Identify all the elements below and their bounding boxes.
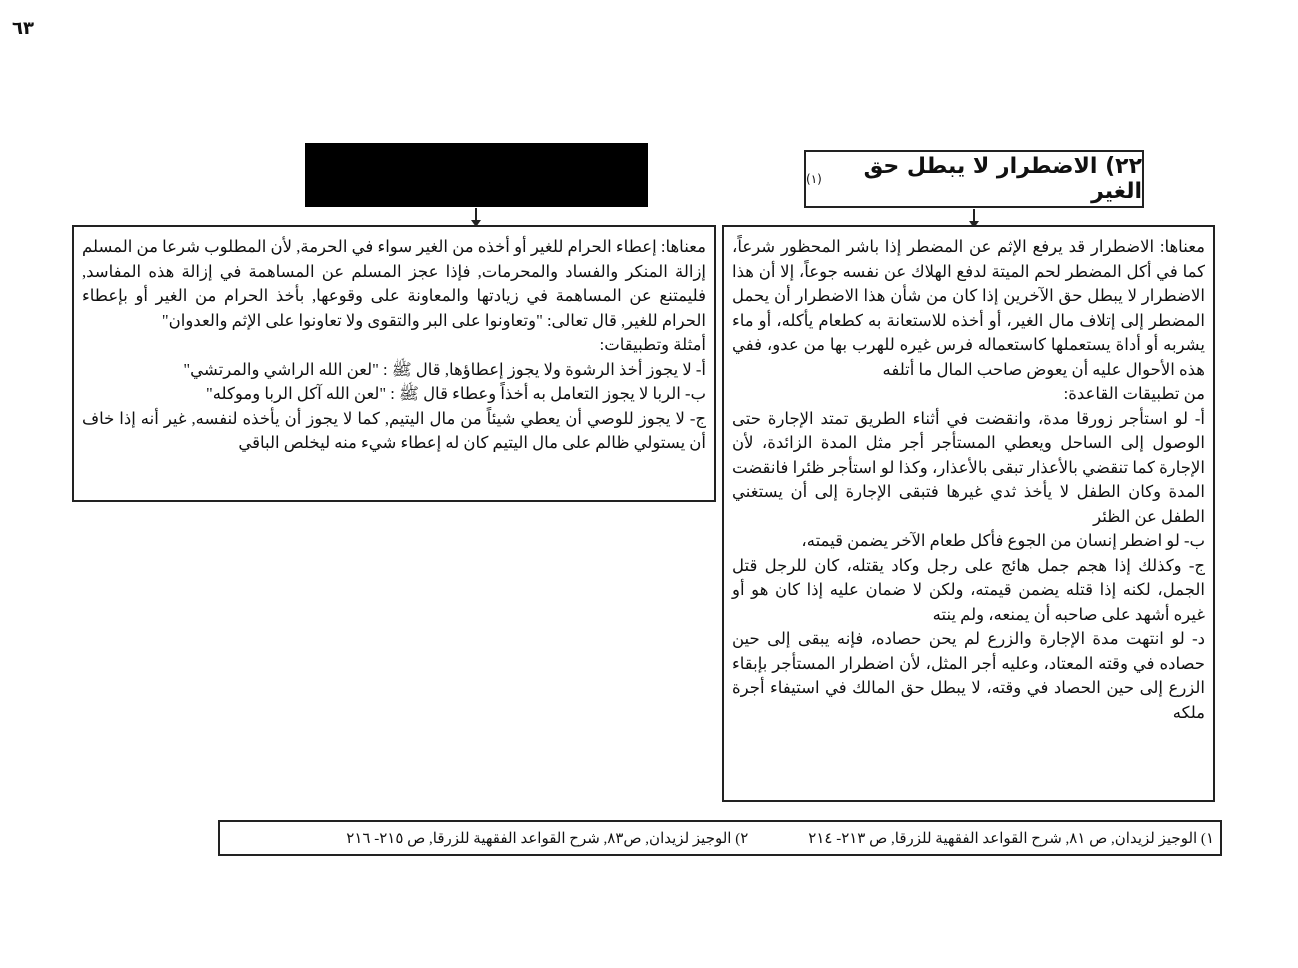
example-item: ج- لا يجوز للوصي أن يعطي شيئاً من مال اليتيم, كما لا يجوز أن يأخذه لنفسه, غير أنه إذا خاف أن يستولي ظالم على مال اليتيم كان له إعطاء شيء منه ليخلص الباقي bbox=[82, 408, 706, 452]
footnotes-box bbox=[218, 820, 1222, 856]
footnote-1: ١) الوجيز لزيدان, ص ٨١, شرح القواعد الفقهية للزرقا, ص ٢١٣- ٢١٤ bbox=[808, 830, 1214, 847]
example-item: ب- الربا لا يجوز التعامل به أخذاً وعطاء قال ﷺ : "لعن الله آكل الربا وموكله" bbox=[205, 384, 706, 403]
rule-title-box bbox=[804, 150, 1144, 208]
examples-heading: أمثلة وتطبيقات: bbox=[599, 335, 706, 354]
application-item: ج- وكذلك إذا هجم جمل هائج على رجل وكاد يقتله، كان للرجل قتل الجمل، لكنه إذا قتله يضمن قيمته، ولكن لا ضمان عليه إذا كان هو أو غيره أشهد على صاحبه أن يمنعه، ولم ينته bbox=[732, 555, 1205, 624]
rule-title: ٢٢) الاضطرار لا يبطل حق الغير bbox=[863, 154, 1142, 204]
rule-explanation-box bbox=[722, 225, 1215, 802]
application-item: د- لو انتهت مدة الإجارة والزرع لم يحن حصاده، فإنه يبقى إلى حين حصاده في وقته المعتاد، وعليه أجر المثل، لأن اضطرار المستأجر بإبقاء الزرع إلى حين الحصاد في وقته، لا يبطل حق المالك في استيفاء أجرة ملكه bbox=[732, 629, 1205, 722]
footnote-ref: (١) bbox=[806, 172, 822, 186]
second-rule-box bbox=[72, 225, 716, 502]
page-number: ٦٣ bbox=[12, 18, 34, 39]
meaning-paragraph: معناها: الاضطرار قد يرفع الإثم عن المضطر إذا باشر المحظور شرعاً، كما في أكل المضطر لحم الميتة لدفع الهلاك عن نفسه جوعاً، إلا أن هذا الاضطرار لا يبطل حق الآخرين إذا كان من شأن هذا الاضطرار أن يحمل المضطر إلى إتلاف مال الغير، أو أخذه للاستعانة به كطعام يأكله، أو ماء يشربه أو أداة يستعملها كاستعماله فرس غيره للهرب بها من عدو، ففي هذه الأحوال عليه أن يعوض صاحب المال ما أتلفه bbox=[732, 237, 1205, 379]
footnote-2: ٢) الوجيز لزيدان, ص٨٣, شرح القواعد الفقهية للزرقا, ص ٢١٥- ٢١٦ bbox=[346, 830, 749, 847]
meaning-paragraph: معناها: إعطاء الحرام للغير أو أخذه من الغير سواء في الحرمة, لأن المطلوب شرعا من المسلم إزالة المنكر والفساد والمحرمات, فإذا عجز المسلم عن المساهمة في إزالة هذه المفاسد, فليمتنع عن المساهمة في زيادتها والمعاونة على وقوعها, بأخذ الحرام من الغير أو بإعطاء الحرام للغير, قال تعالى: "وتعاونوا على البر والتقوى ولا تعاونوا على الإثم والعدوان" bbox=[82, 237, 706, 330]
example-item: أ- لا يجوز أخذ الرشوة ولا يجوز إعطاؤها, قال ﷺ : "لعن الله الراشي والمرتشي" bbox=[183, 359, 706, 379]
down-arrow-icon bbox=[475, 208, 477, 221]
application-item: ب- لو اضطر إنسان من الجوع فأكل طعام الآخر يضمن قيمته، bbox=[801, 531, 1205, 550]
redacted-title-block bbox=[305, 143, 648, 207]
applications-heading: من تطبيقات القاعدة: bbox=[1063, 384, 1205, 403]
application-item: أ- لو استأجر زورقا مدة، وانقضت في أثناء الطريق تمتد الإجارة حتى الوصول إلى الساحل ويعطي المستأجر أجر مثل المدة الزائدة، لأن الإجارة كما تنقضي بالأعذار تبقى بالأعذار، وكذا لو استأجر ظئرا فانقضت المدة وكان الطفل لا يأخذ ثدي غيرها فتبقى الإجارة إلى أن يستغني الطفل عن الظئر bbox=[732, 408, 1205, 526]
down-arrow-icon bbox=[973, 209, 975, 222]
